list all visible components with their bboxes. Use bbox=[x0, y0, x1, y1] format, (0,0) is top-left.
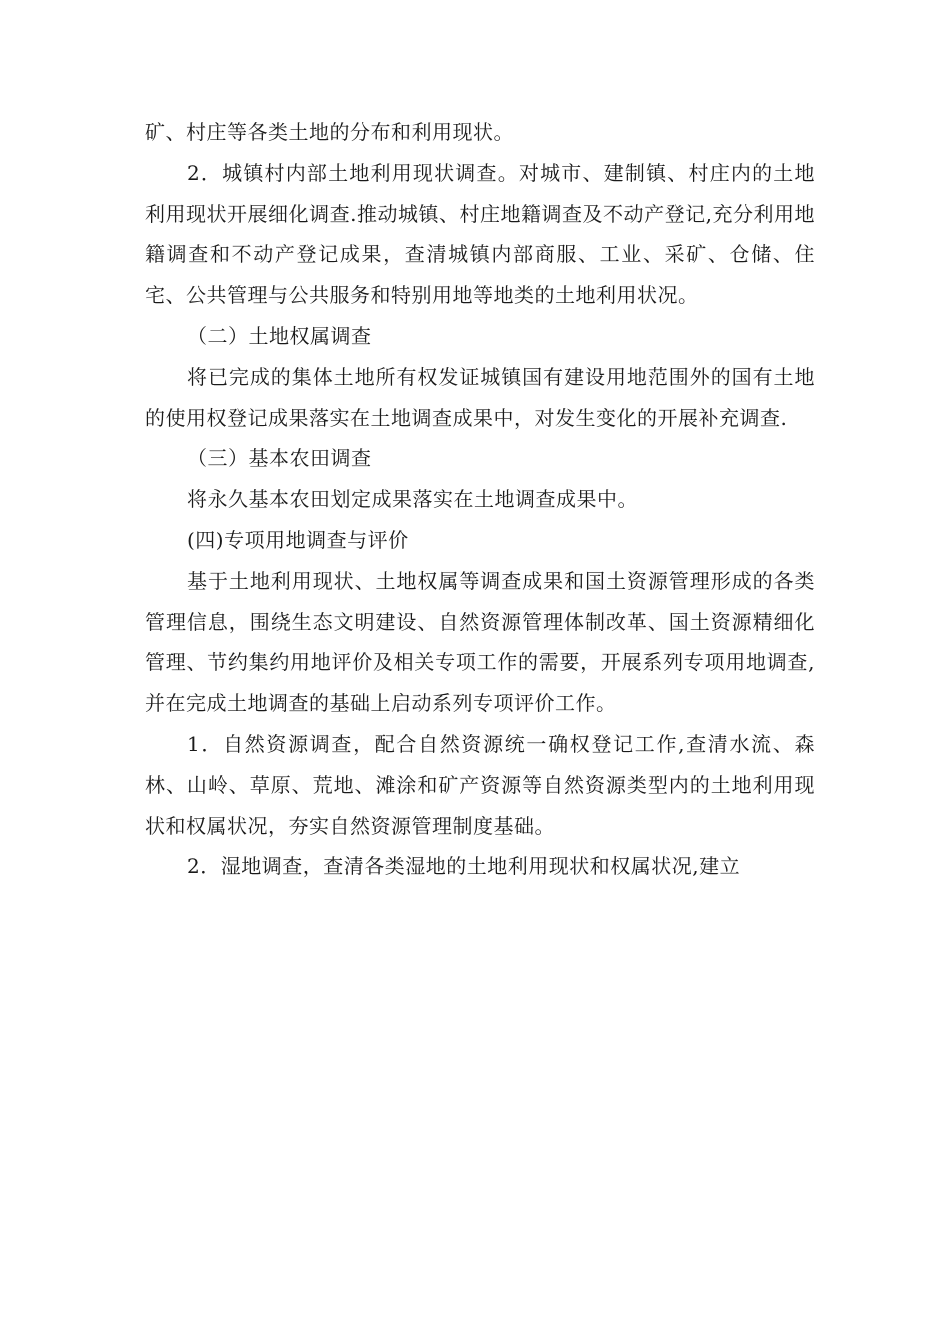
heading-special-land-survey: (四)专项用地调查与评价 bbox=[187, 527, 409, 552]
document-body bbox=[145, 112, 815, 887]
paragraph-special-land: 基于土地利用现状、土地权属等调查成果和国土资源管理形成的各类管理信息，围绕生态文明建设、自然资源管理体制改革、国土资源精细化管理、节约集约用地评价及相关专项工作的需要，开展系列专项用地调查,并在完成土地调查的基础上启动系列专项评价工作。 bbox=[145, 568, 815, 716]
paragraph-land-ownership: 将已完成的集体土地所有权发证城镇国有建设用地范围外的国有土地的使用权登记成果落实在土地调查成果中，对发生变化的开展补充调查. bbox=[145, 364, 815, 430]
paragraph-continuation: 矿、村庄等各类土地的分布和利用现状。 bbox=[145, 120, 514, 144]
paragraph-natural-resources: 1．自然资源调查，配合自然资源统一确权登记工作,查清水流、森林、山岭、草原、荒地、滩涂和矿产资源等自然资源类型内的土地利用现状和权属状况，夯实自然资源管理制度基础。 bbox=[145, 731, 815, 838]
paragraph-farmland: 将永久基本农田划定成果落实在土地调查成果中。 bbox=[187, 487, 638, 512]
heading-farmland-survey: （三）基本农田调查 bbox=[187, 446, 372, 471]
heading-land-ownership-survey: （二）土地权属调查 bbox=[187, 323, 372, 348]
paragraph-wetland-survey: 2．湿地调查，查清各类湿地的土地利用现状和权属状况,建立 bbox=[187, 854, 741, 879]
paragraph-urban-land-survey: 2．城镇村内部土地利用现状调查。对城市、建制镇、村庄内的土地利用现状开展细化调查.推动城镇、村庄地籍调查及不动产登记,充分利用地籍调查和不动产登记成果，查清城镇内部商服、工业、采矿、仓储、住宅、公共管理与公共服务和特别用地等地类的土地利用状况。 bbox=[145, 160, 815, 308]
